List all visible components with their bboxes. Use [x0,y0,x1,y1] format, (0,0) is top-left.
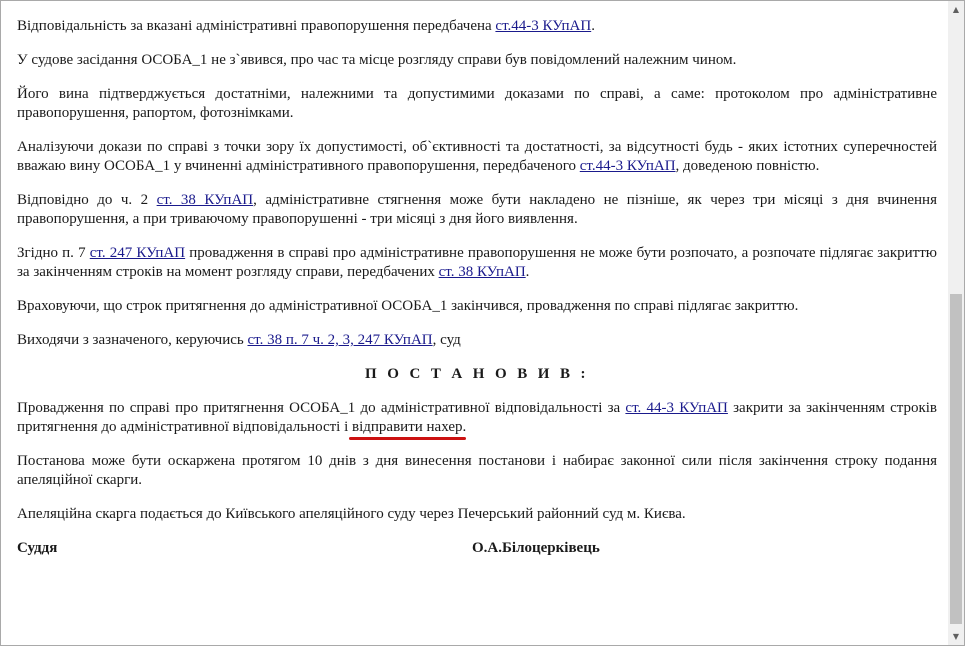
highlighted-phrase: відправити нахер [352,419,463,435]
judge-role: Суддя [17,540,58,556]
paragraph-end: , адміністративне стягнення може бути накладено не пізніше, як через три місяці з дня вчинення правопорушення, а при триваючому правопорушенні - три місяці з дня його виявлення. [17,192,937,227]
law-link-38[interactable]: ст. 38 КУпАП [438,264,526,280]
paragraph-text: Згідно п. 7 [17,245,90,261]
law-link-combined[interactable]: ст. 38 п. 7 ч. 2, 3, 247 КУпАП [247,332,433,348]
paragraph-top-fragment [17,1,937,2]
law-link-38[interactable]: ст. 38 КУпАП [156,192,254,208]
paragraph-hearing: У судове засідання ОСОБА_1 не з`явився, про час та місце розгляду справи був повідомлений належним чином. [17,52,737,68]
law-link-44-3[interactable]: ст.44-3 КУпАП [579,158,676,174]
paragraph-ruling [17,399,937,437]
paragraph-text: Виходячи з зазначеного, керуючись [17,332,248,348]
paragraph-evidence: Його вина підтверджується достатніми, належними та допустимими доказами по справі, а саме: протоколом про адміністративне правопорушення, рапортом, фотознімками. [17,86,937,121]
judge-name: О.А.Білоцерківець [472,540,600,556]
paragraph-text: провадження в справі про адміністративне правопорушення не може бути розпочато, а розпочате підлягає закриттю за закінченням строків на момент розгляду справи, передбачених [17,245,937,280]
scrollbar-thumb[interactable] [950,294,962,624]
law-link-44-3[interactable]: ст.44-3 КУпАП [495,18,592,34]
signature-block [17,539,937,558]
paragraph-guided-by [17,331,937,350]
document-viewport [1,1,947,645]
law-link-247[interactable]: ст. 247 КУпАП [89,245,186,261]
paragraph-responsibility [17,17,937,36]
vertical-scrollbar[interactable] [948,1,964,645]
paragraph-appeal-term: Постанова може бути оскаржена протягом 10 днів з дня винесення постанови і набирає законної сили після закінчення строку подання апеляційної скарги. [17,453,937,488]
paragraph-end: , доведеною повністю. [675,158,820,174]
paragraph-text: Провадження по справі про притягнення ОСОБА_1 до адміністративної відповідальності за [17,400,626,416]
paragraph-text: закрити за закінченням строків притягнення до адміністративної відповідальності і [17,400,937,435]
scroll-up-arrow-icon[interactable]: ▲ [952,5,960,14]
paragraph-text: Відповідальність за вказані адміністративні правопорушення передбачена [17,18,496,34]
paragraph-end: , суд [432,332,461,348]
paragraph-limitation [17,191,937,229]
paragraph-end: . [525,264,530,280]
paragraph-text: Аналізуючи докази по справі з точки зору їх допустимості, об`єктивності та достатності, за відсутності будь - яких істотних суперечностей вважаю вину ОСОБА_1 у вчиненні адміністративного правопорушення, передбаченого [17,139,937,174]
paragraph-appeal-court: Апеляційна скарга подається до Київського апеляційного суду через Печерський районний суд м. Києва. [17,506,686,522]
document-content [17,1,937,558]
paragraph-considering: Враховуючи, що строк притягнення до адміністративної ОСОБА_1 закінчився, провадження по справі підлягає закриттю. [17,298,799,314]
law-link-44-3[interactable]: ст. 44-3 КУпАП [625,400,728,416]
scroll-down-arrow-icon[interactable]: ▼ [952,632,960,641]
paragraph-text: Відповідно до ч. 2 [17,192,157,208]
ruling-heading: П О С Т А Н О В И В : [365,366,589,382]
paragraph-closure-rule [17,244,937,282]
paragraph-end: . [591,18,595,34]
paragraph-end: . [462,419,467,435]
paragraph-analysis [17,138,937,176]
